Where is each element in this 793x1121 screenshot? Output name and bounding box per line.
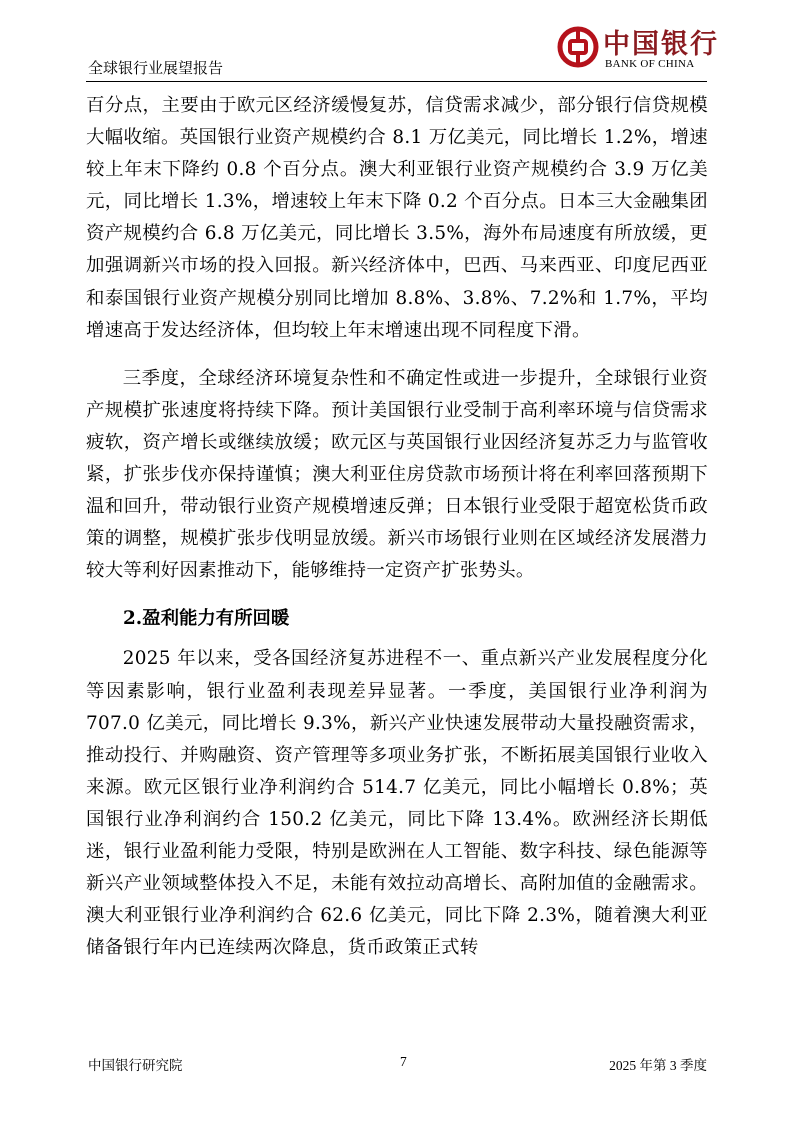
logo-chinese-name: 中国银行 [603, 29, 719, 60]
page-body [86, 90, 708, 964]
bank-emblem-icon [557, 26, 599, 68]
body-paragraph-3: 2025 年以来，受各国经济复苏进程不一、重点新兴产业发展程度分化等因素影响，银行业盈利表现差异显著。一季度，美国银行业净利润为 707.0 亿美元，同比增长 9.3%，新兴产业快速发展带动大量投融资需求，推动投行、并购融资、资产管理等多项业务扩张，不断拓展美国银行业收入来源。欧元区银行业净利润约合 514.7 亿美元，同比小幅增长 0.8%；英国银行业净利润约合 150.2 亿美元，同比下降 13.4%。欧洲经济长期低迷，银行业盈利能力受限，特别是欧洲在人工智能、数字科技、绿色能源等新兴产业领域整体投入不足，未能有效拉动高增长、高附加值的金融需求。澳大利亚银行业净利润约合 62.6 亿美元，同比下降 2.3%，随着澳大利亚储备银行年内已连续两次降息，货币政策正式转 [86, 648, 708, 959]
bank-logo [557, 20, 719, 78]
page-number: 7 [400, 1054, 407, 1069]
header-divider [86, 81, 707, 82]
report-title: 全球银行业展望报告 [88, 59, 224, 77]
page-header [86, 20, 719, 80]
section-heading: 2.盈利能力有所回暖 [123, 608, 290, 630]
footer-institute: 中国银行研究院 [88, 1058, 183, 1073]
footer-period: 2025 年第 3 季度 [609, 1058, 707, 1073]
body-paragraph-1: 百分点，主要由于欧元区经济缓慢复苏，信贷需求减少，部分银行信贷规模大幅收缩。英国银行业资产规模约合 8.1 万亿美元，同比增长 1.2%，增速较上年末下降约 0.8 个百分点。澳大利亚银行业资产规模约合 3.9 万亿美元，同比增长 1.3%，增速较上年末下降 0.2 个百分点。日本三大金融集团资产规模约合 6.8 万亿美元，同比增长 3.5%，海外布局速度有所放缓，更加强调新兴市场的投入回报。新兴经济体中，巴西、马来西亚、印度尼西亚和泰国银行业资产规模分别同比增加 8.8%、3.8%、7.2%和 1.7%，平均增速高于发达经济体，但均较上年末增速出现不同程度下滑。 [86, 95, 708, 341]
logo-english-name: BANK OF CHINA [605, 58, 695, 70]
body-paragraph-2: 三季度，全球经济环境复杂性和不确定性或进一步提升，全球银行业资产规模扩张速度将持续下降。预计美国银行业受制于高利率环境与信贷需求疲软，资产增长或继续放缓；欧元区与英国银行业因经济复苏乏力与监管收紧，扩张步伐亦保持谨慎；澳大利亚住房贷款市场预计将在利率回落预期下温和回升，带动银行业资产规模增速反弹；日本银行业受限于超宽松货币政策的调整，规模扩张步伐明显放缓。新兴市场银行业则在区域经济发展潜力较大等利好因素推动下，能够维持一定资产扩张势头。 [86, 367, 708, 582]
